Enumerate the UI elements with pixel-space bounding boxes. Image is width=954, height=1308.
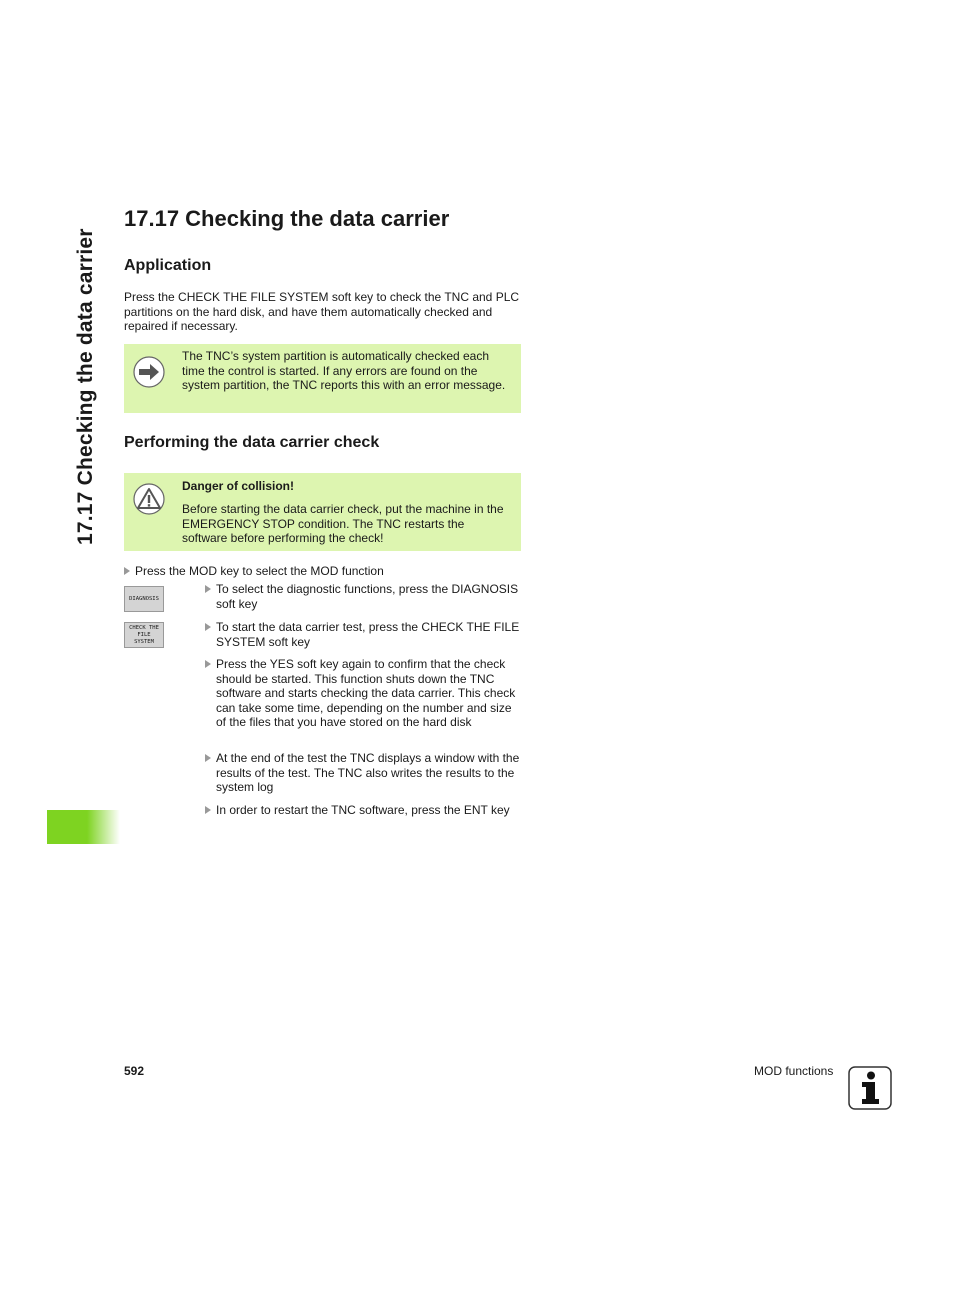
bullet-triangle-icon [205, 754, 211, 762]
note-box [124, 344, 521, 413]
chapter-tab-marker [47, 810, 120, 844]
section-title-application: Application [124, 257, 212, 274]
warning-text: Before starting the data carrier check, put the machine in the EMERGENCY STOP condition. The TNC restarts the software before performing the check! [182, 502, 504, 545]
application-body: Press the CHECK THE FILE SYSTEM soft key to check the TNC and PLC partitions on the hard disk, and have them automatically checked and repaired if necessary. [124, 290, 520, 333]
info-icon [848, 1066, 892, 1110]
warning-triangle-icon [133, 483, 165, 515]
diagnosis-softkey[interactable]: DIAGNOSIS [124, 586, 164, 612]
section-title-performing: Performing the data carrier check [124, 434, 380, 451]
warning-box [124, 473, 521, 551]
bullet-triangle-icon [205, 623, 211, 631]
page-number: 592 [124, 1064, 145, 1078]
bullet-triangle-icon [124, 567, 130, 575]
note-text: The TNC’s system partition is automatically checked each time the control is started. If any errors are found on the system partition, the TNC reports this with an error message. [182, 349, 506, 392]
chapter-name: MOD functions [754, 1064, 834, 1078]
page-title: 17.17 Checking the data carrier [124, 206, 450, 231]
bullet-triangle-icon [205, 585, 211, 593]
bullet-triangle-icon [205, 806, 211, 814]
warning-title: Danger of collision! [182, 479, 295, 493]
bullet-triangle-icon [205, 660, 211, 668]
sidebar-chapter-title: 17.17 Checking the data carrier [74, 228, 97, 545]
arrow-right-icon [133, 356, 165, 388]
check-file-system-softkey[interactable]: CHECK THE FILE SYSTEM [124, 622, 164, 648]
